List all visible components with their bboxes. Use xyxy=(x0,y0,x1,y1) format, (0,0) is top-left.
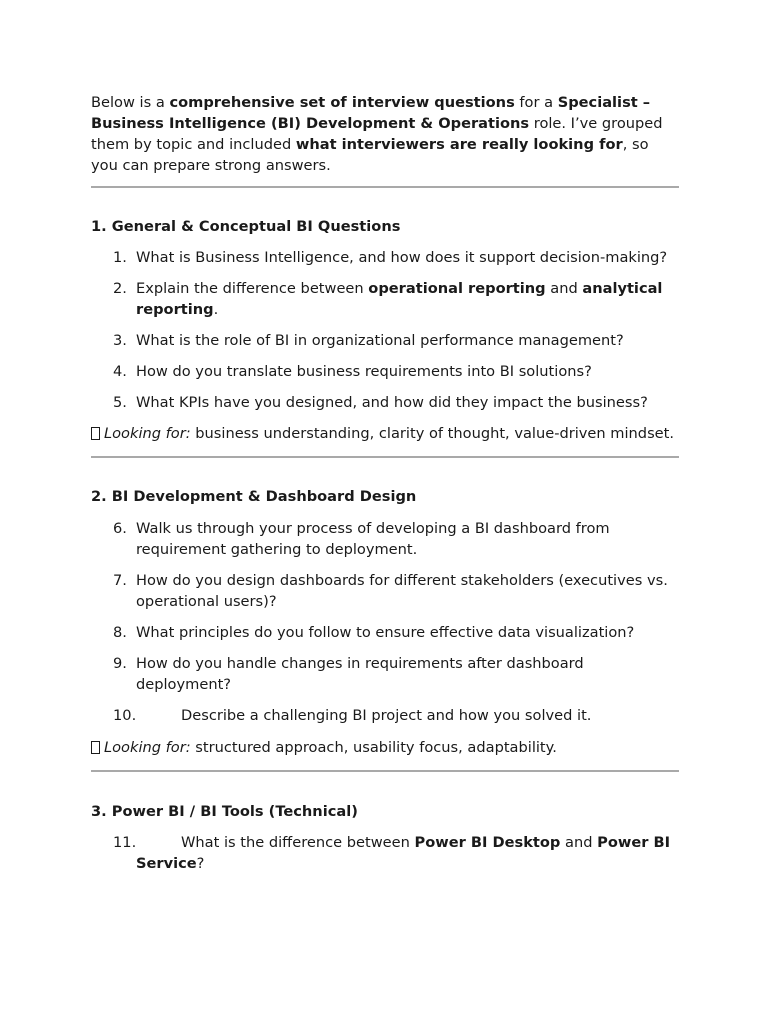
question-text: ? xyxy=(196,855,205,872)
question-text: What principles do you follow to ensure effective data visualization? xyxy=(136,624,635,641)
question-text: What is Business Intelligence, and how does it support decision-making? xyxy=(136,249,668,266)
question-text: How do you design dashboards for different stakeholders (executives vs. operational users)? xyxy=(136,572,668,610)
question-item xyxy=(91,705,679,726)
question-text: and xyxy=(545,280,583,297)
missing-glyph-icon xyxy=(91,741,100,754)
question-item xyxy=(91,392,679,413)
question-number: 6. xyxy=(113,520,127,537)
question-item xyxy=(91,653,679,695)
question-item xyxy=(91,832,679,874)
divider xyxy=(91,186,679,188)
question-number: 4. xyxy=(113,363,127,380)
question-item xyxy=(91,247,679,268)
question-text: What is the difference between xyxy=(181,834,415,851)
section-title: 2. BI Development & Dashboard Design xyxy=(91,488,417,505)
question-text: How do you handle changes in requirements after dashboard deployment? xyxy=(136,655,584,693)
question-bold: analytical reporting xyxy=(136,280,663,318)
question-list xyxy=(91,518,679,726)
question-number: 7. xyxy=(113,572,127,589)
question-text: and xyxy=(560,834,598,851)
divider xyxy=(91,770,679,772)
section-title: 3. Power BI / BI Tools (Technical) xyxy=(91,803,358,820)
intro-text: for a xyxy=(514,94,558,111)
question-item xyxy=(91,361,679,382)
intro-bold: comprehensive set of interview questions xyxy=(169,94,515,111)
section-title: 1. General & Conceptual BI Questions xyxy=(91,218,401,235)
question-text: What KPIs have you designed, and how did they impact the business? xyxy=(136,394,648,411)
question-list xyxy=(91,832,679,874)
looking-for-note xyxy=(91,737,679,758)
question-item xyxy=(91,570,679,612)
intro-text: role. I’ve grouped them by topic and included xyxy=(91,115,663,153)
question-list xyxy=(91,247,679,413)
question-number: 3. xyxy=(113,332,127,349)
intro-text: , so you can prepare strong answers. xyxy=(91,136,649,174)
question-bold: Power BI Service xyxy=(136,834,671,872)
divider xyxy=(91,456,679,458)
question-number: 9. xyxy=(113,655,127,672)
looking-for-note xyxy=(91,423,679,444)
question-bold: Power BI Desktop xyxy=(414,834,561,851)
question-number: 11. xyxy=(113,834,137,851)
looking-for-text: structured approach, usability focus, adaptability. xyxy=(190,739,557,756)
intro-text: Below is a xyxy=(91,94,170,111)
intro-bold: what interviewers are really looking for xyxy=(295,136,623,153)
missing-glyph-icon xyxy=(91,427,100,440)
question-text: Explain the difference between xyxy=(136,280,369,297)
looking-for-label: Looking for: xyxy=(104,739,191,756)
document-body xyxy=(91,92,679,874)
question-text: . xyxy=(213,301,219,318)
question-item xyxy=(91,330,679,351)
question-text: How do you translate business requirements into BI solutions? xyxy=(136,363,592,380)
looking-for-text: business understanding, clarity of thought, value-driven mindset. xyxy=(190,425,675,442)
question-bold: operational reporting xyxy=(368,280,546,297)
question-item xyxy=(91,622,679,643)
intro-bold: Specialist – Business Intelligence (BI) Development & Operations xyxy=(91,94,651,132)
intro-paragraph xyxy=(91,92,679,176)
question-text: Walk us through your process of developing a BI dashboard from requirement gathering to deployment. xyxy=(136,520,610,558)
question-number: 2. xyxy=(113,280,127,297)
looking-for-label: Looking for: xyxy=(104,425,191,442)
question-text: What is the role of BI in organizational performance management? xyxy=(136,332,624,349)
question-number: 5. xyxy=(113,394,127,411)
question-number: 1. xyxy=(113,249,127,266)
question-item xyxy=(91,278,679,320)
question-text: Describe a challenging BI project and how you solved it. xyxy=(181,707,592,724)
question-number: 10. xyxy=(113,707,137,724)
question-item xyxy=(91,518,679,560)
question-number: 8. xyxy=(113,624,127,641)
